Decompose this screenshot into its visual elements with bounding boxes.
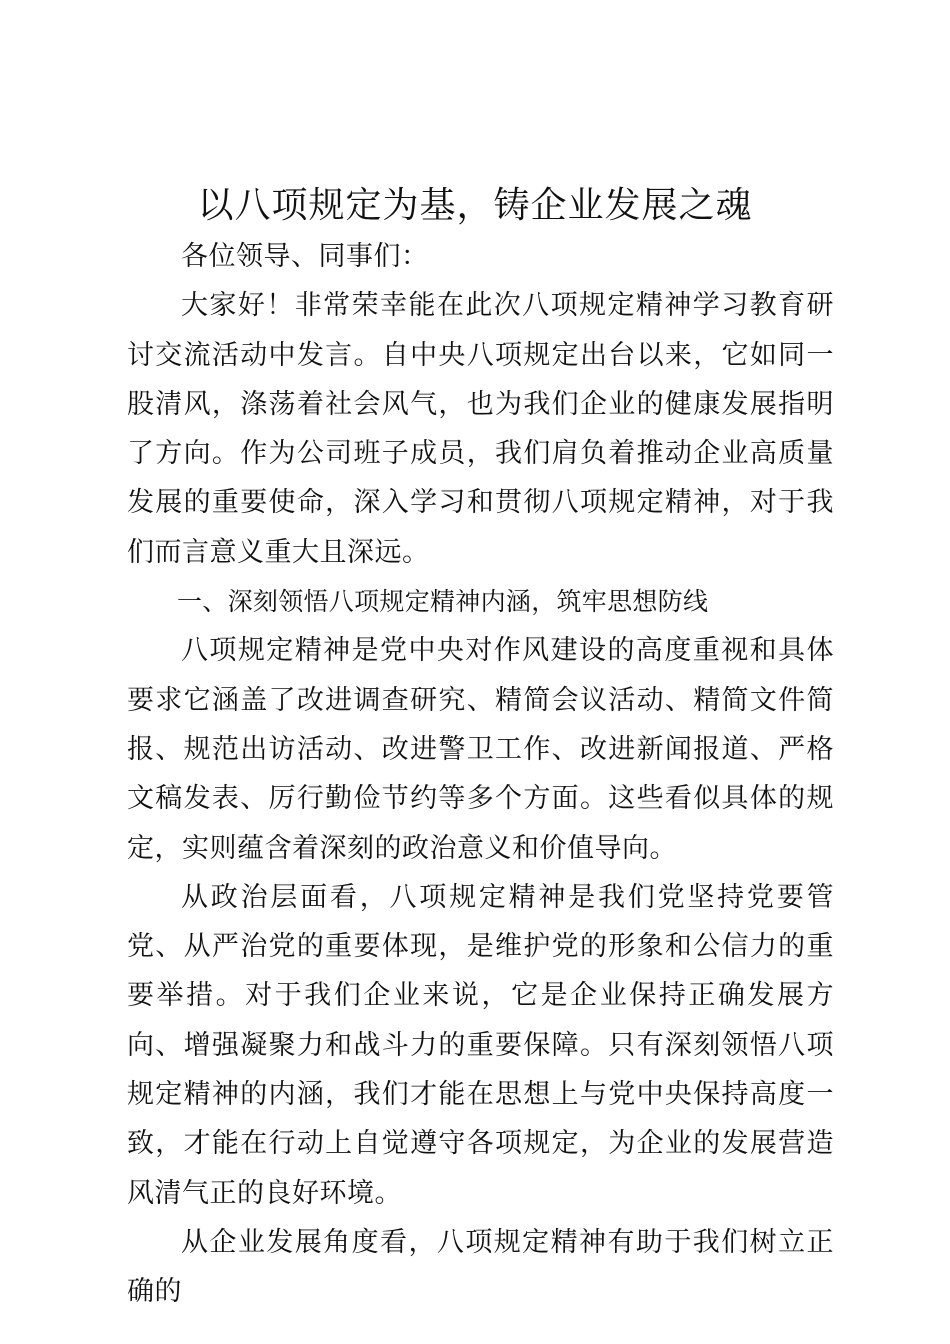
document-body [127,232,834,1317]
body-paragraph: 从政治层面看，八项规定精神是我们党坚持党要管党、从严治党的重要体现，是维护党的形象和公信力的重要举措。对于我们企业来说，它是企业保持正确发展方向、增强凝聚力和战斗力的重要保障。只有深刻领悟八项规定精神的内涵，我们才能在思想上与党中央保持高度一致，才能在行动上自觉遵守各项规定，为企业的发展营造风清气正的良好环境。 [127,881,834,1209]
body-paragraph: 从企业发展角度看，八项规定精神有助于我们树立正确的 [127,1226,834,1308]
document-title: 以八项规定为基，铸企业发展之魂 [197,185,753,226]
salutation-paragraph: 各位领导、同事们： [181,241,429,272]
body-paragraph: 八项规定精神是党中央对作风建设的高度重视和具体要求它涵盖了改进调查研究、精简会议活动、精简文件简报、规范出访活动、改进警卫工作、改进新闻报道、严格文稿发表、厉行勤俭节约等多个方面。这些看似具体的规定，实则蕴含着深刻的政治意义和价值导向。 [127,635,834,864]
section-heading: 一、深刻领悟八项规定精神内涵，筑牢思想防线 [177,587,709,617]
intro-paragraph: 大家好！非常荣幸能在此次八项规定精神学习教育研讨交流活动中发言。自中央八项规定出台以来，它如同一股清风，涤荡着社会风气，也为我们企业的健康发展指明了方向。作为公司班子成员，我们肩负着推动企业高质量发展的重要使命，深入学习和贯彻八项规定精神，对于我们而言意义重大且深远。 [127,290,834,568]
